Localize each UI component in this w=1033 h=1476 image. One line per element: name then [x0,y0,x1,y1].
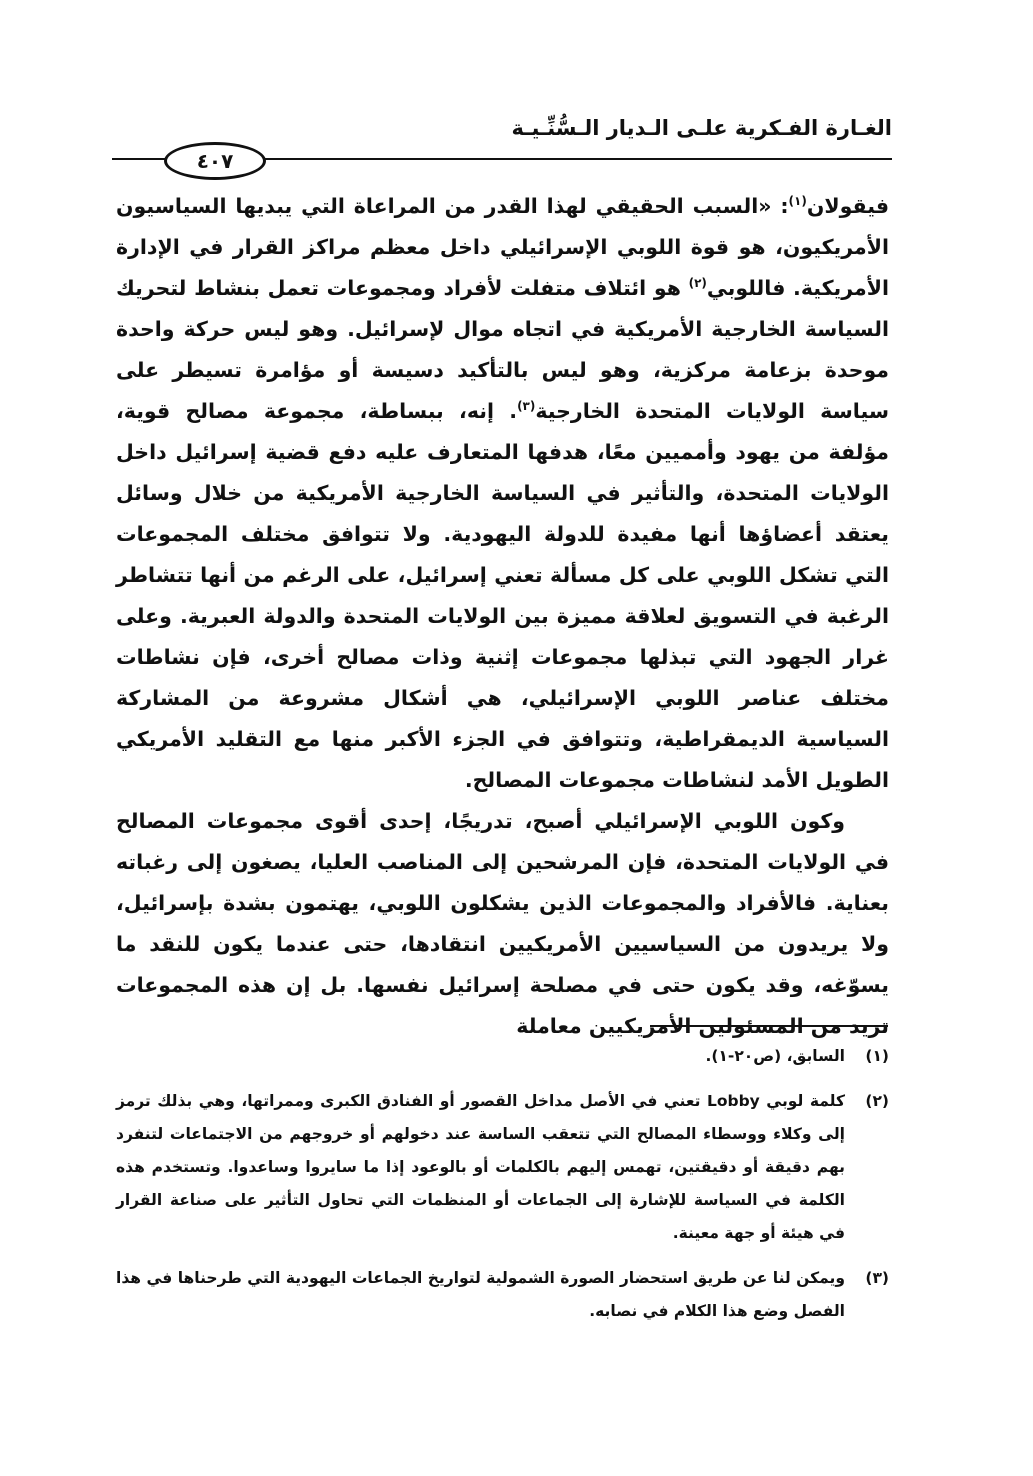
paragraph-2: وكون اللوبي الإسرائيلي أصبح، تدريجًا، إحدى أقوى مجموعات المصالح في الولايات المتحدة، فإن المرشحين إلى المناصب العليا، يصغون إلى رغباته بعناية. فالأفراد والمجموعات الذين يشكلون اللوبي، يهتمون بشدة بإسرائيل، ولا يريدون من السياسيين الأمريكيين انتقادها، حتى عندما يكون للنقد ما يسوّغه، وقد يكون حتى في مصلحة إسرائيل نفسها. بل إن هذه المجموعات تريد من المسئولين الأمريكيين معاملة [116,809,889,1038]
para1-segment-a: فيقولان [806,194,889,218]
footnote-text: كلمة لوبي Lobby تعني في الأصل مداخل القصور أو الفنادق الكبرى وممراتها، وهي بذلك ترمز إلى وكلاء ووسطاء المصالح التي تتعقب الساسة عند دخولهم أو خروجهم من الاجتماعات لتنفرد بهم دقيقة أو دقيقتين، تهمس إليهم بالكلمات أو بالوعود إذا ما سايروا وساعدوا. وتستخدم هذه الكلمة في السياسة للإشارة إلى الجماعات أو المنظمات التي تحاول التأثير على صناعة القرار في هيئة أو جهة معينة. [116,1092,845,1242]
footnote-number: (٢) [865,1092,889,1110]
footnote-2 [116,1085,889,1250]
footnote-ref-1[interactable]: (١) [788,194,807,209]
paragraph-1 [116,186,889,801]
footnote-separator [650,1025,888,1027]
footnote-number: (١) [865,1047,889,1065]
para1-segment-b: : «السبب الحقيقي لهذا القدر من المراعاة التي يبديها السياسيون الأمريكيون، هو قوة اللوبي الإسرائيلي داخل معظم مراكز القرار في الإدارة الأمريكية. فاللوبي [116,194,889,300]
header-title: الغـارة الفـكرية علـى الـديار الـسُّنِّـيـة [511,116,892,140]
page-number: ٤٠٧ [196,149,234,173]
main-text [116,186,889,1047]
footnote-text: ويمكن لنا عن طريق استحضار الصورة الشمولية لتواريخ الجماعات اليهودية التي طرحناها في هذا الفصل وضع هذا الكلام في نصابه. [116,1269,845,1320]
running-header [112,112,892,176]
footnote-ref-2[interactable]: (٢) [688,276,707,291]
footnote-text: السابق، (ص٢٠-١). [705,1047,845,1065]
footnote-1 [116,1040,889,1073]
footnote-ref-3[interactable]: (٣) [517,399,536,414]
para1-segment-c: هو ائتلاف متفلت لأفراد ومجموعات تعمل بنشاط لتحريك السياسة الخارجية الأمريكية في اتجاه موال لإسرائيل. وهو ليس حركة واحدة موحدة بزعامة مركزية، وهو ليس بالتأكيد دسيسة أو مؤامرة تسيطر على سياسة الولايات المتحدة الخارجية [116,276,889,423]
page-number-badge [164,142,266,180]
footnotes [116,1040,889,1340]
para1-segment-d: . إنه، ببساطة، مجموعة مصالح قوية، مؤلفة من يهود وأمميين معًا، هدفها المتعارف عليه دفع قضية إسرائيل داخل الولايات المتحدة، والتأثير في السياسة الخارجية الأمريكية من خلال وسائل يعتقد أعضاؤها أنها مفيدة للدولة اليهودية. ولا تتوافق مختلف المجموعات التي تشكل اللوبي على كل مسألة تعني إسرائيل، على الرغم من أنها تتشاطر الرغبة في التسويق لعلاقة مميزة بين الولايات المتحدة والدولة العبرية. وعلى غرار الجهود التي تبذلها مجموعات إثنية وذات مصالح أخرى، فإن نشاطات مختلف عناصر اللوبي الإسرائيلي، هي أشكال مشروعة من المشاركة السياسية الديمقراطية، وتتوافق في الجزء الأكبر منها مع التقليد الأمريكي الطويل الأمد لنشاطات مجموعات المصالح. [116,399,889,792]
footnote-3 [116,1262,889,1328]
footnote-number: (٣) [865,1269,889,1287]
